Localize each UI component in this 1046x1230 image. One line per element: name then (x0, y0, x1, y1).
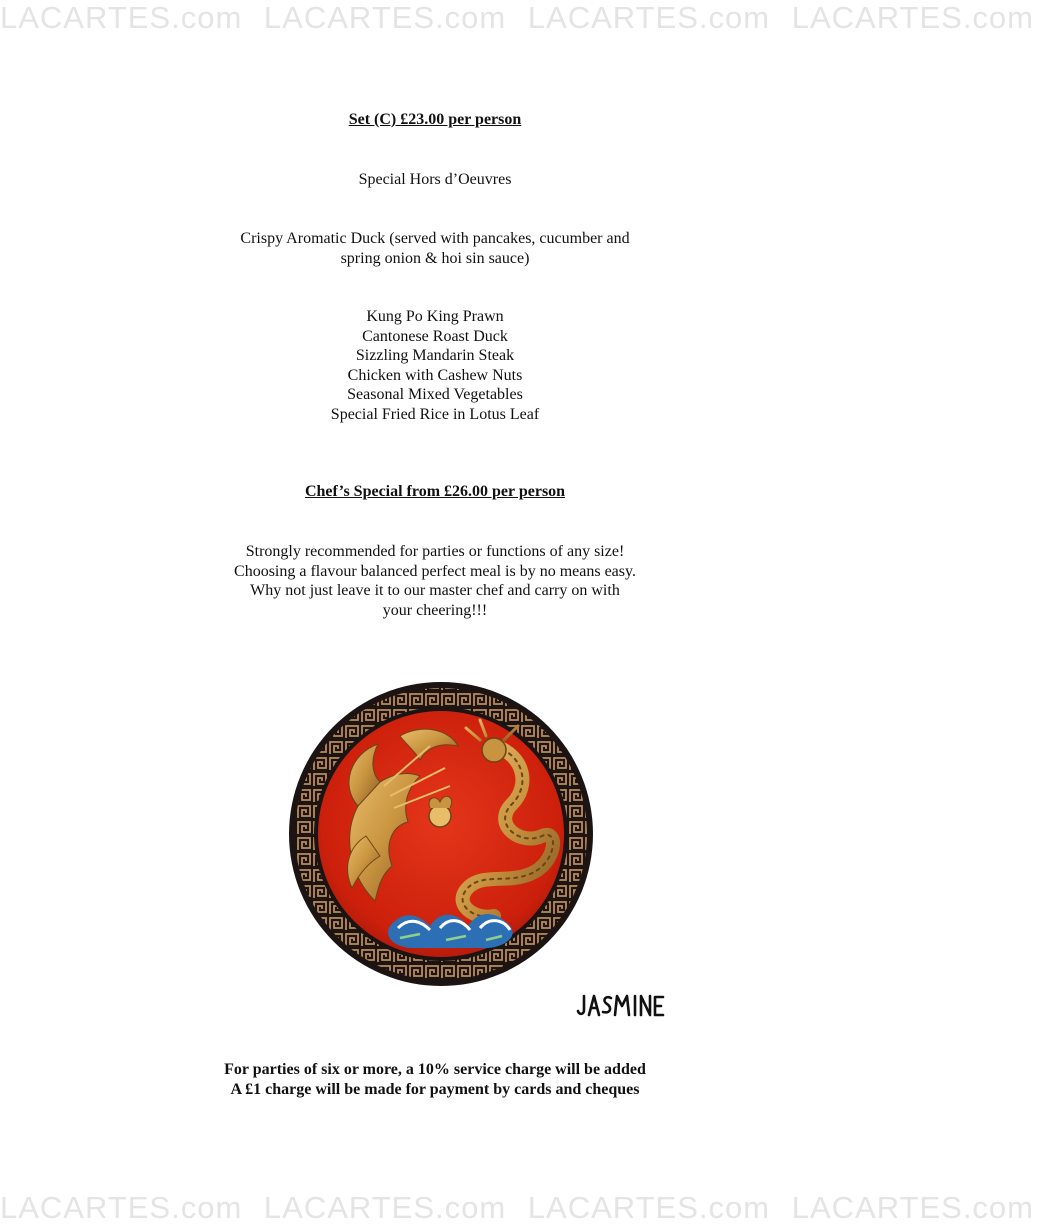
watermark-text: LACARTES.com (263, 0, 507, 35)
jasmine-signature-logo (575, 990, 665, 1020)
description-line: your cheering!!! (382, 601, 488, 619)
watermark-text: LACARTES.com (791, 0, 1034, 35)
set-c-mains-list (0, 307, 870, 424)
watermark-text: LACARTES.com (0, 0, 243, 35)
menu-item: Seasonal Mixed Vegetables (347, 386, 523, 403)
watermark-top (0, 0, 1034, 40)
menu-item: Cantonese Roast Duck (362, 327, 508, 345)
watermark-text: LACARTES.com (527, 0, 771, 35)
waves-figure (388, 914, 513, 948)
set-c-starter: Special Hors d’Oeuvres (358, 171, 512, 188)
menu-item: Special Fried Rice in Lotus Leaf (330, 405, 540, 423)
footer-line: A £1 charge will be made for payment by cards and cheques (230, 1081, 640, 1098)
menu-item: Sizzling Mandarin Steak (355, 347, 515, 364)
service-charge-notice (0, 1060, 870, 1100)
signature-svg (575, 990, 665, 1020)
description-line: Why not just leave it to our master chef and carry on with (250, 582, 620, 599)
watermark-text: LACARTES.com (263, 1190, 507, 1225)
dragon-phoenix-medallion-image (280, 676, 602, 992)
pearl-figure (429, 796, 452, 827)
medallion-svg (280, 676, 602, 992)
menu-item: Kung Po King Prawn (366, 308, 504, 325)
watermark-text: LACARTES.com (0, 1190, 243, 1225)
footer-line: For parties of six or more, a 10% service charge will be added (224, 1061, 646, 1078)
menu-line: spring onion & hoi sin sauce) (340, 249, 530, 267)
watermark-text: LACARTES.com (527, 1190, 771, 1225)
description-line: Strongly recommended for parties or functions of any size! (245, 543, 625, 560)
watermark-text: LACARTES.com (791, 1190, 1034, 1225)
chefs-special-heading: Chef’s Special from £26.00 per person (304, 483, 566, 500)
menu-item: Chicken with Cashew Nuts (347, 366, 523, 384)
menu-line: Crispy Aromatic Duck (served with pancakes, cucumber and (240, 230, 630, 247)
set-c-heading: Set (C) £23.00 per person (348, 111, 522, 128)
set-c-duck-course (0, 229, 870, 268)
watermark-bottom (0, 1190, 1034, 1230)
description-line: Choosing a flavour balanced perfect meal is by no means easy. (234, 562, 636, 580)
chefs-special-description (0, 542, 870, 620)
